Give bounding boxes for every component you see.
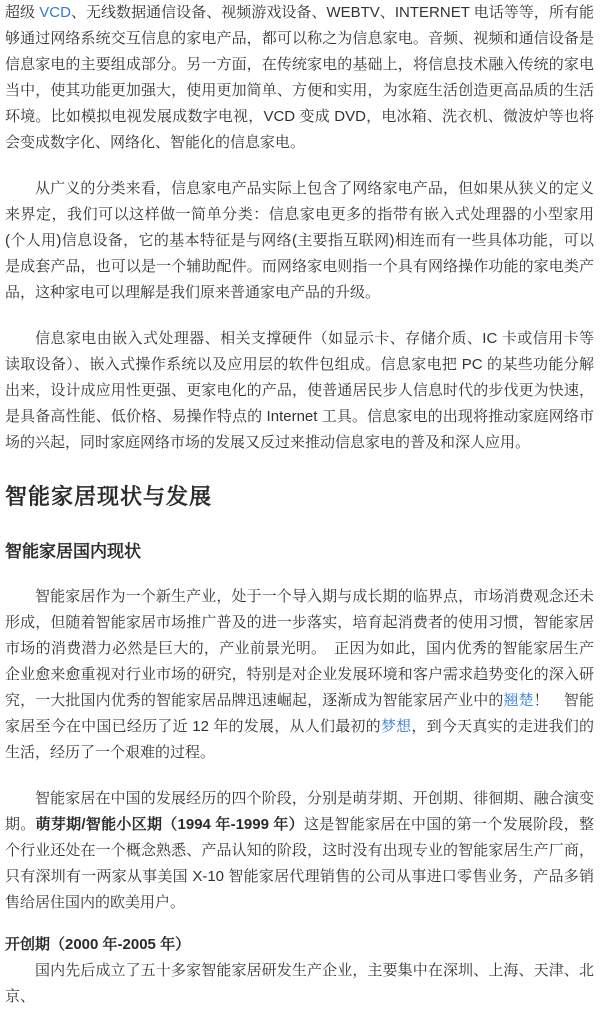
text-run: 超级 <box>5 4 40 21</box>
text-run: 这是智能家居在中国的第一个发展阶段，整个行业还处在一个概念熟悉、产品认知的阶段，这时没有出现专业的智能家居生产厂商，只有深圳有一两家从事美国 X-10 智能家居代理销售的公司从事进口零售业务，产品多销售给居住国内的欧美用户。 <box>5 816 594 911</box>
text-run: ！ 智能家居至今在中国已经历了近 12 年的发展，从人们最初的 <box>5 692 594 735</box>
inline-link[interactable]: 翘楚 <box>503 692 534 709</box>
text-run: 、无线数据通信设备、视频游戏设备、WEBTV、INTERNET 电话等等，所有能够通过网络系统交互信息的家电产品，都可以称之为信息家电。音频、视频和通信设备是信息家电的主要组成部分。另一方面，在传统家电的基础上，将信息技术融入传统的家电当中，使其功能更加强大，使用更加简单、方便和实用，为家庭生活创造更高品质的生活环境。比如模拟电视发展成数字电视，VCD 变成 DVD，电冰箱、洗衣机、微波炉等也将会变成数字化、网络化、智能化的信息家电。 <box>5 4 595 151</box>
paragraph <box>5 0 594 156</box>
bold-run: 萌芽期/智能小区期（1994 年-1999 年） <box>35 816 304 833</box>
section-title: 智能家居现状与发展 <box>5 484 213 509</box>
paragraph <box>5 326 594 456</box>
paragraph <box>5 584 594 766</box>
paragraph <box>5 786 594 916</box>
text-run: ，到今天真实的走进我们的生活，经历了一个艰难的过程。 <box>5 718 594 761</box>
text-run: 信息家电由嵌入式处理器、相关支撑硬件（如显示卡、存储介质、IC 卡或信用卡等读取设备）、嵌入式操作系统以及应用层的软件包组成。信息家电把 PC 的某些功能分解出来，设计成应用性更强、更家电化的产品，使普通居民步人信息时代的步伐更为快速，是具备高性能、低价格、易操作特点的 Internet 工具。信息家电的出现将推动家庭网络市场的兴起，同时家庭网络市场的发展又反过来推动信息家电的普及和深人应用。 <box>5 330 594 451</box>
stage-title: 开创期（2000 年-2005 年） <box>5 936 191 953</box>
text-run: 国内先后成立了五十多家智能家居研发生产企业，主要集中在深圳、上海、天津、北京、 <box>5 962 594 1005</box>
paragraph <box>5 958 594 1010</box>
inline-link[interactable]: 梦想 <box>380 718 412 735</box>
text-run: 智能家居在中国的发展经历的四个阶段，分别是萌芽期、开创期、徘徊期、融合演变期。 <box>5 790 594 833</box>
text-run: 智能家居作为一个新生产业，处于一个导入期与成长期的临界点，市场消费观念还未形成，但随着智能家居市场推广普及的进一步落实，培育起消费者的使用习惯，智能家居市场的消费潜力必然是巨大的，产业前景光明。 正因为如此，国内优秀的智能家居生产企业愈来愈重视对行业市场的研究，特别是对企业发展环境和客户需求趋势变化的深入研究，一大批国内优秀的智能家居品牌迅速崛起，逐渐成为智能家居产业中的 <box>5 588 594 709</box>
subsection-title: 智能家居国内现状 <box>5 542 141 561</box>
paragraph <box>5 176 594 306</box>
inline-link[interactable]: VCD <box>39 4 71 21</box>
text-run: 从广义的分类来看，信息家电产品实际上包含了网络家电产品，但如果从狭义的定义来界定，我们可以这样做一简单分类：信息家电更多的指带有嵌入式处理器的小型家用(个人用)信息设备，它的基本特征是与网络(主要指互联网)相连而有一些具体功能，可以是成套产品，也可以是一个辅助配件。而网络家电则指一个具有网络操作功能的家电类产品，这种家电可以理解是我们原来普通家电产品的升级。 <box>5 180 594 301</box>
